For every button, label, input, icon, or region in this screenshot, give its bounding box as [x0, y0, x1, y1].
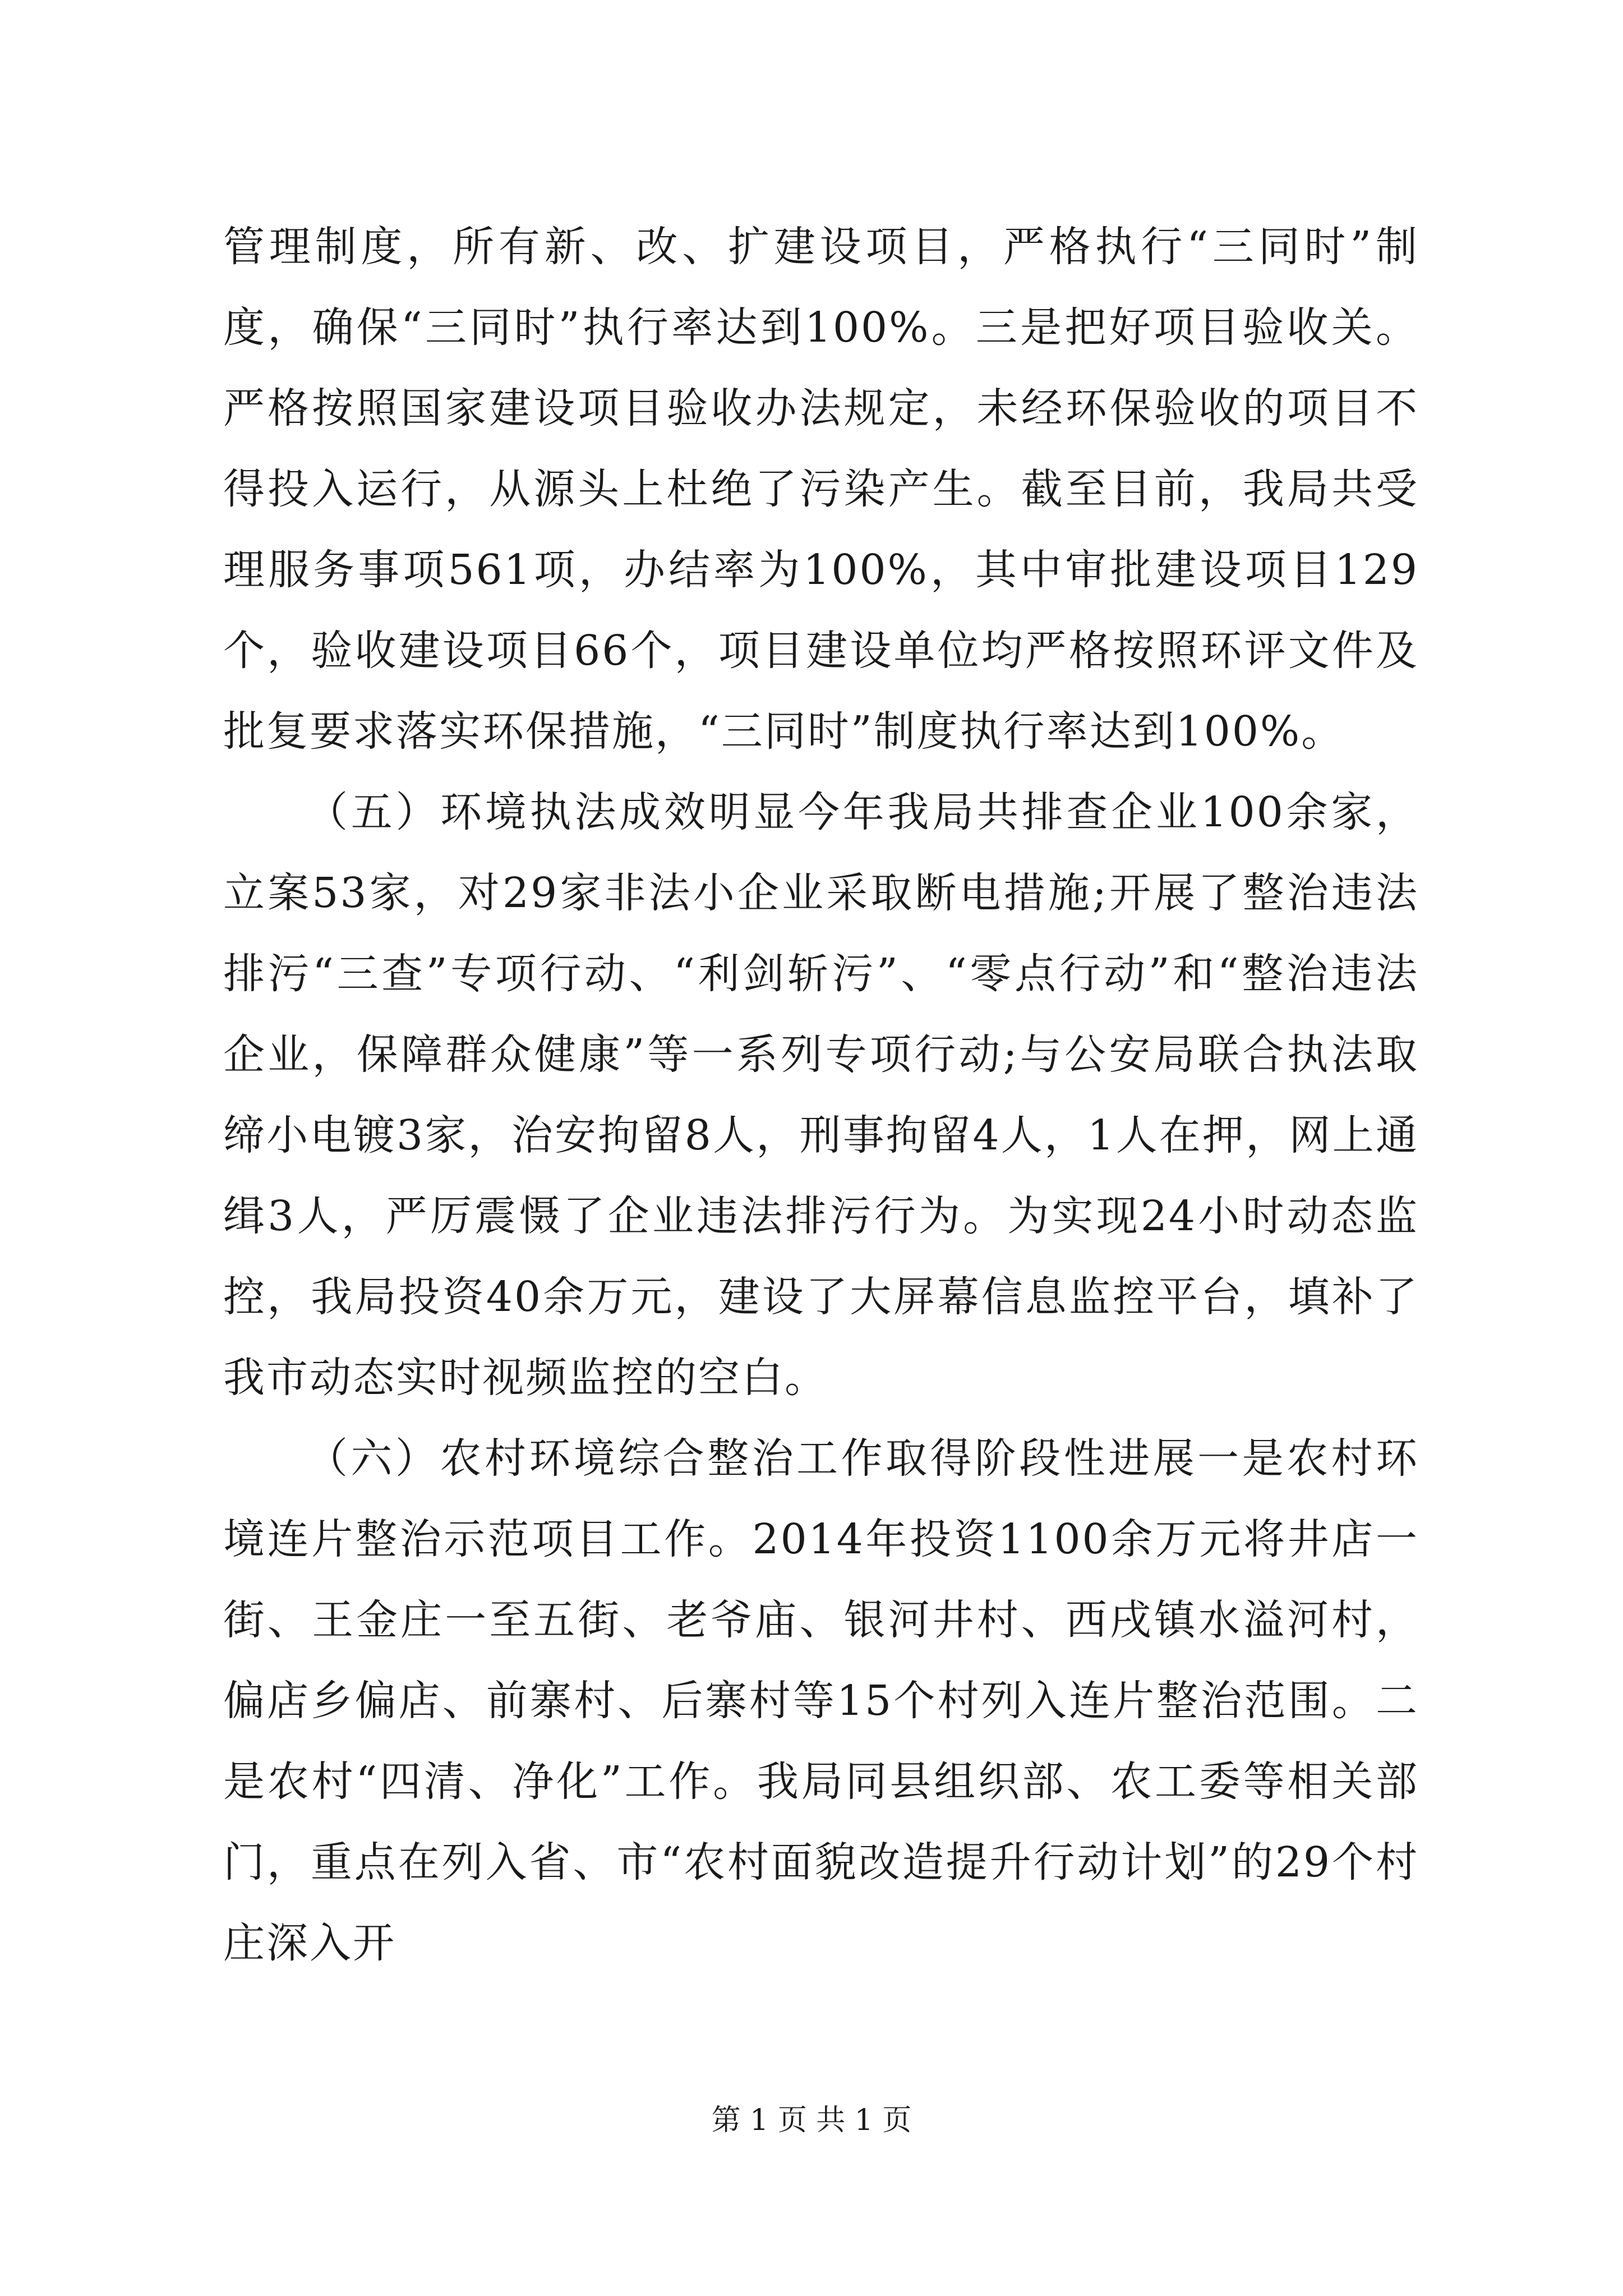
- document-body: [223, 206, 1419, 1984]
- paragraph-environmental-enforcement: （五）环境执法成效明显今年我局共排查企业100余家，立案53家，对29家非法小企业采取断电措施;开展了整治违法排污“三查”专项行动、“利剑斩污”、“零点行动”和“整治违法企业，保障群众健康”等一系列专项行动;与公安局联合执法取缔小电镀3家，治安拘留8人，刑事拘留4人，1人在押，网上通缉3人，严厉震慑了企业违法排污行为。为实现24小时动态监控，我局投资40余万元，建设了大屏幕信息监控平台，填补了我市动态实时视频监控的空白。: [223, 788, 1419, 1402]
- paragraph-rural-remediation: （六）农村环境综合整治工作取得阶段性进展一是农村环境连片整治示范项目工作。2014年投资1100余万元将井店一街、王金庄一至五街、老爷庙、银河井村、西戌镇水溢河村，偏店乡偏店、前寨村、后寨村等15个村列入连片整治范围。二是农村“四清、净化”工作。我局同县组织部、农工委等相关部门，重点在列入省、市“农村面貌改造提升行动计划”的29个村庄深入开: [223, 1434, 1419, 1967]
- paragraph-project-acceptance: 管理制度，所有新、改、扩建设项目，严格执行“三同时”制度，确保“三同时”执行率达到100%。三是把好项目验收关。严格按照国家建设项目验收办法规定，未经环保验收的项目不得投入运行，从源头上杜绝了污染产生。截至目前，我局共受理服务事项561项，办结率为100%，其中审批建设项目129个，验收建设项目66个，项目建设单位均严格按照环评文件及批复要求落实环保措施，“三同时”制度执行率达到100%。: [223, 223, 1419, 756]
- page-number-footer: 第 1 页 共 1 页: [711, 2104, 912, 2137]
